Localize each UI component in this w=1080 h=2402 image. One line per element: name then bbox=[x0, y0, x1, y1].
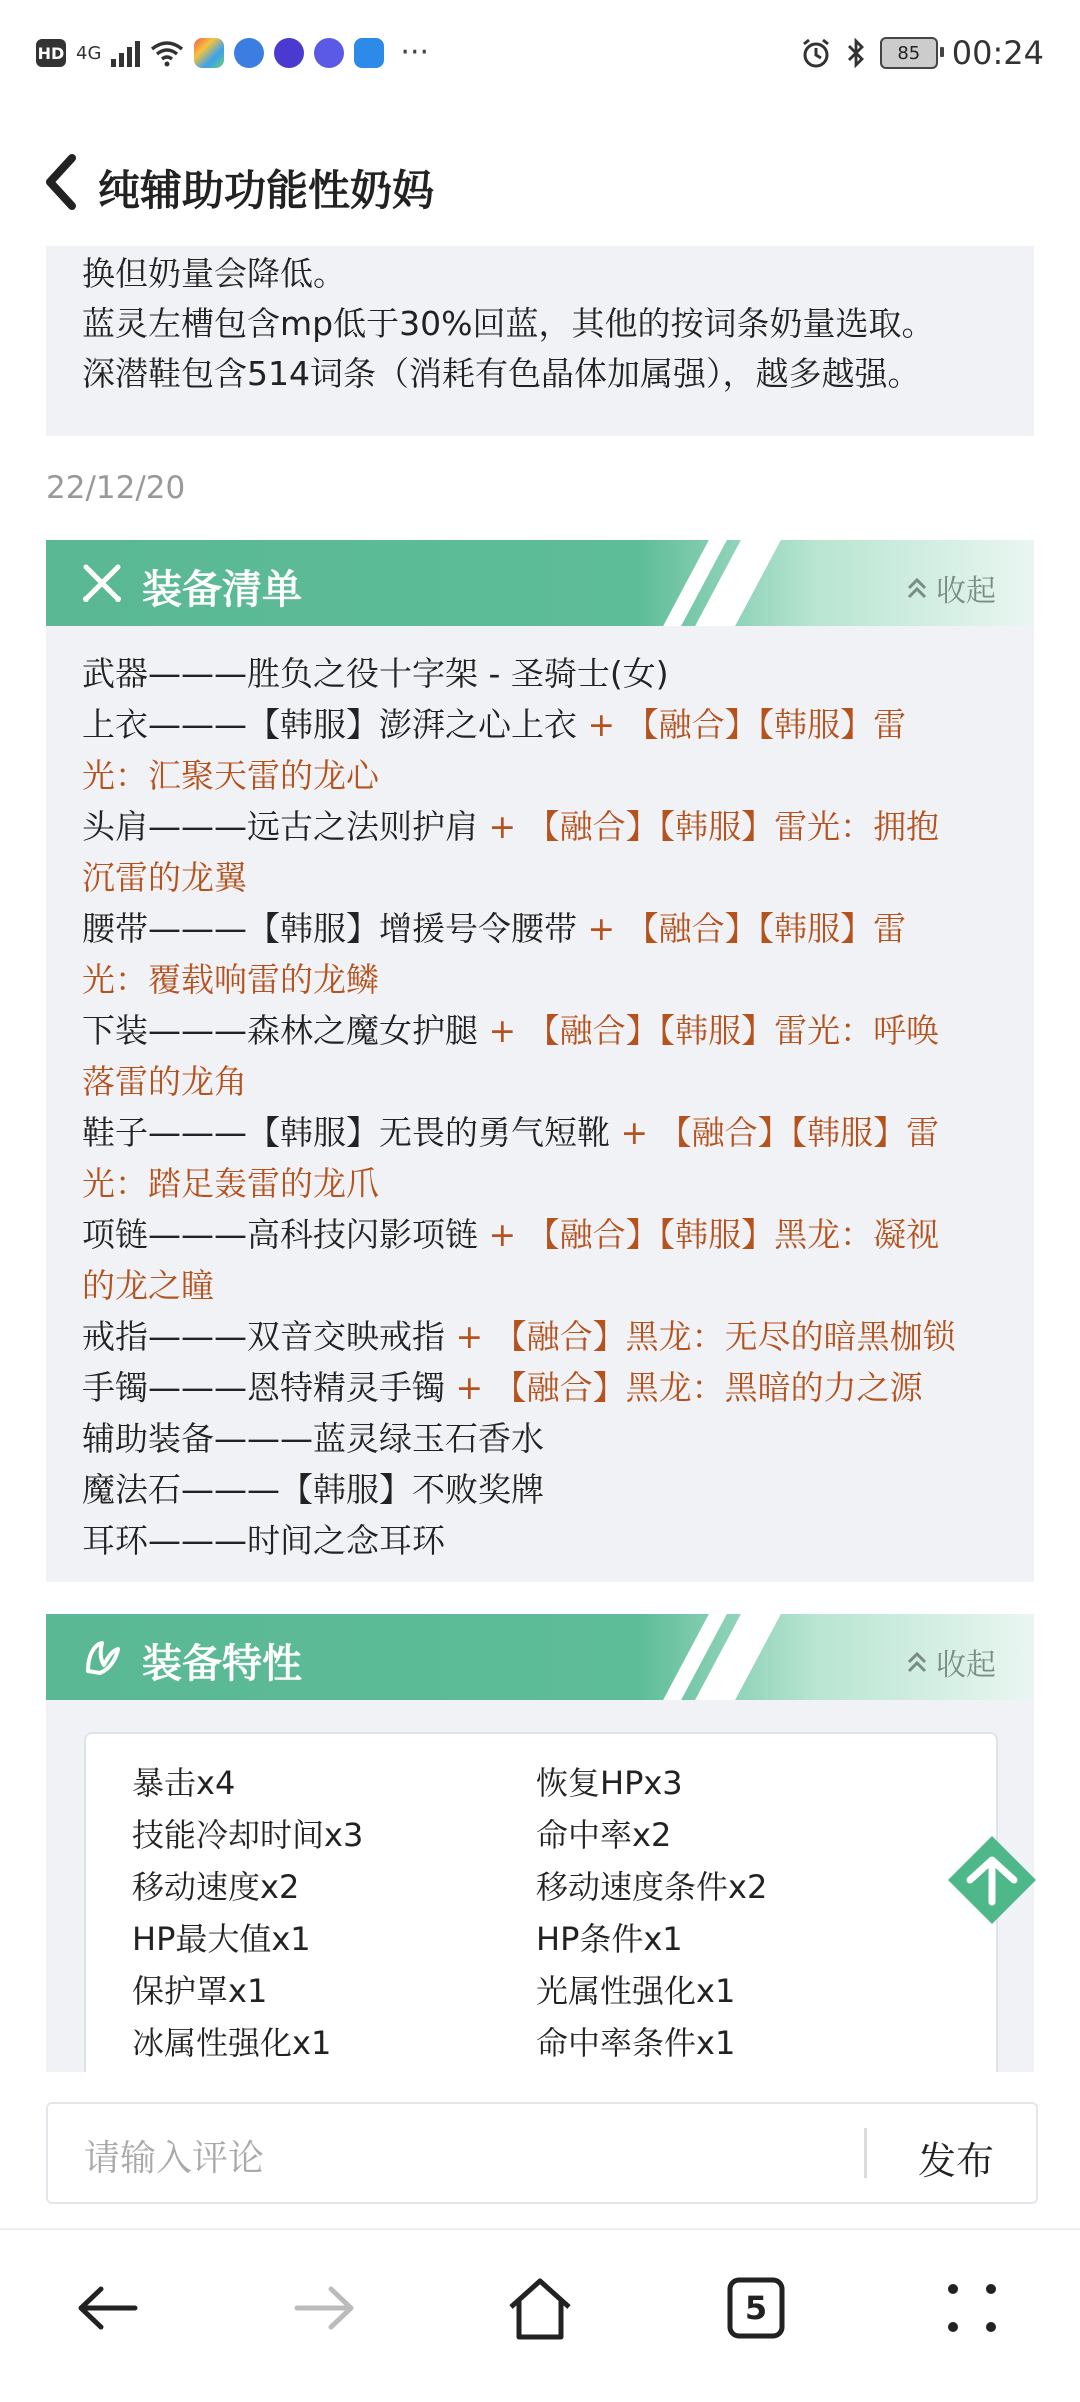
double-chevron-up-icon bbox=[904, 575, 930, 601]
equip-line: 腰带———【韩服】增援号令腰带 + 【融合】【韩服】雷 bbox=[82, 909, 907, 948]
section-header bbox=[46, 540, 1034, 626]
nav-tabs-button[interactable] bbox=[716, 2268, 796, 2348]
publish-button[interactable]: 发布 bbox=[918, 2139, 995, 2183]
equipment-list-section bbox=[46, 540, 1034, 1582]
section-title: 装备清单 bbox=[142, 567, 302, 613]
trait-item: 命中率条件x1 bbox=[536, 2024, 736, 2062]
note-line: 换但奶量会降低。 bbox=[82, 254, 346, 293]
app-icon-music bbox=[314, 38, 344, 68]
bluetooth-icon bbox=[846, 37, 866, 69]
comment-bar bbox=[46, 2102, 1038, 2204]
note-line: 深潜鞋包含514词条（消耗有色晶体加属强），越多越强。 bbox=[82, 354, 921, 393]
tabs-count: 5 bbox=[744, 2289, 768, 2327]
diamond-arrow-icon bbox=[944, 1832, 1040, 1928]
traits-box bbox=[84, 1732, 998, 2072]
floating-action-button[interactable] bbox=[944, 1832, 1040, 1928]
equip-line: 鞋子———【韩服】无畏的勇气短靴 + 【融合】【韩服】雷 bbox=[82, 1113, 940, 1152]
status-bar bbox=[0, 0, 1080, 118]
network-type: 4G bbox=[76, 42, 102, 64]
trait-item: 保护罩x1 bbox=[132, 1972, 268, 2010]
page-title: 纯辅助功能性奶妈 bbox=[98, 166, 435, 215]
trait-item: 暴击x4 bbox=[132, 1764, 236, 1802]
app-icon-tieba bbox=[274, 38, 304, 68]
back-button[interactable] bbox=[38, 150, 88, 214]
battery-icon: 85 bbox=[880, 37, 938, 69]
app-icon-browser bbox=[234, 38, 264, 68]
equipment-items bbox=[46, 626, 1034, 1584]
equip-line: 辅助装备———蓝灵绿玉石香水 bbox=[82, 1419, 544, 1458]
status-right bbox=[800, 34, 1044, 72]
app-icon-message bbox=[354, 38, 384, 68]
trait-item: 移动速度x2 bbox=[132, 1868, 300, 1906]
browser-bottom-nav bbox=[0, 2228, 1080, 2402]
divider bbox=[864, 2128, 867, 2178]
status-left bbox=[36, 35, 430, 70]
chevron-left-icon bbox=[38, 150, 88, 214]
trait-item: 命中率x2 bbox=[536, 1816, 672, 1854]
equip-line-wrap: 光：覆载响雷的龙鳞 bbox=[82, 960, 379, 999]
signal-icon bbox=[111, 39, 140, 67]
equipment-traits-section bbox=[46, 1614, 1034, 2072]
app-icon-gallery bbox=[194, 38, 224, 68]
collapse-button[interactable] bbox=[904, 1640, 996, 1684]
trait-item: HP最大值x1 bbox=[132, 1920, 311, 1958]
arrow-right-icon bbox=[289, 2273, 359, 2343]
trait-item: 光属性强化x1 bbox=[536, 1972, 736, 2010]
post-date: 22/12/20 bbox=[46, 470, 186, 506]
section-title: 装备特性 bbox=[142, 1641, 302, 1687]
equip-line-wrap: 落雷的龙角 bbox=[82, 1062, 247, 1101]
note-line: 蓝灵左槽包含mp低于30%回蓝，其他的按词条奶量选取。 bbox=[82, 304, 935, 343]
feather-icon bbox=[80, 1635, 124, 1679]
wifi-icon bbox=[150, 39, 184, 67]
clock: 00:24 bbox=[951, 34, 1044, 72]
menu-dots-icon bbox=[937, 2273, 1007, 2343]
equip-line: 手镯———恩特精灵手镯 + 【融合】黑龙：黑暗的力之源 bbox=[82, 1368, 923, 1407]
equip-line: 武器———胜负之役十字架 - 圣骑士(女) bbox=[82, 654, 669, 693]
collapse-label: 收起 bbox=[936, 1648, 996, 1683]
collapse-button[interactable] bbox=[904, 566, 996, 610]
trait-item: 恢复HPx3 bbox=[536, 1764, 683, 1802]
equip-line: 耳环———时间之念耳环 bbox=[82, 1521, 445, 1560]
trait-item: 移动速度条件x2 bbox=[536, 1868, 768, 1906]
section-header bbox=[46, 1614, 1034, 1700]
trait-item: 冰属性强化x1 bbox=[132, 2024, 332, 2062]
arrow-left-icon bbox=[73, 2273, 143, 2343]
crossed-swords-icon bbox=[80, 561, 124, 605]
collapse-label: 收起 bbox=[936, 574, 996, 609]
app-header bbox=[0, 118, 1080, 246]
equip-line-wrap: 光：汇聚天雷的龙心 bbox=[82, 756, 379, 795]
nav-back-button[interactable] bbox=[68, 2268, 148, 2348]
article-content[interactable] bbox=[0, 246, 1080, 2072]
comment-input[interactable]: 请输入评论 bbox=[84, 2138, 265, 2179]
equip-line-wrap: 沉雷的龙翼 bbox=[82, 858, 247, 897]
equip-line: 下装———森林之魔女护腿 + 【融合】【韩服】雷光：呼唤 bbox=[82, 1011, 940, 1050]
hd-badge: HD bbox=[36, 39, 66, 67]
more-notifications-icon: ··· bbox=[400, 35, 430, 70]
alarm-icon bbox=[800, 37, 832, 69]
equip-line: 上衣———【韩服】澎湃之心上衣 + 【融合】【韩服】雷 bbox=[82, 705, 907, 744]
equip-line: 魔法石———【韩服】不败奖牌 bbox=[82, 1470, 544, 1509]
equip-line-wrap: 的龙之瞳 bbox=[82, 1266, 214, 1305]
equip-line: 头肩———远古之法则护肩 + 【融合】【韩服】雷光：拥抱 bbox=[82, 807, 940, 846]
nav-menu-button[interactable] bbox=[932, 2268, 1012, 2348]
equip-line: 项链———高科技闪影项链 + 【融合】【韩服】黑龙：凝视 bbox=[82, 1215, 940, 1254]
trait-item: HP条件x1 bbox=[536, 1920, 683, 1958]
nav-forward-button[interactable] bbox=[284, 2268, 364, 2348]
note-block bbox=[46, 246, 1034, 436]
equip-line-wrap: 光：踏足轰雷的龙爪 bbox=[82, 1164, 379, 1203]
home-icon bbox=[505, 2273, 575, 2343]
equip-line: 戒指———双音交映戒指 + 【融合】黑龙：无尽的暗黑枷锁 bbox=[82, 1317, 956, 1356]
trait-item: 技能冷却时间x3 bbox=[132, 1816, 364, 1854]
double-chevron-up-icon bbox=[904, 1649, 930, 1675]
nav-home-button[interactable] bbox=[500, 2268, 580, 2348]
